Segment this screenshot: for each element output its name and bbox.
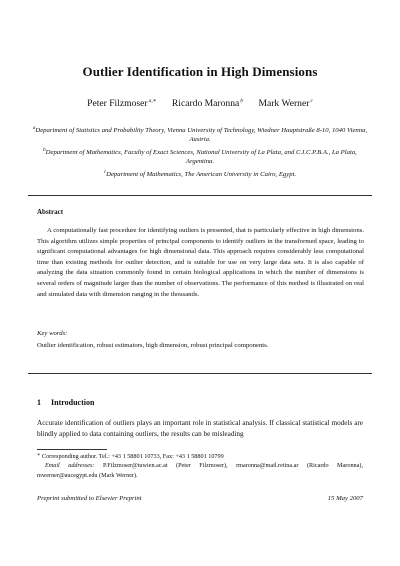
author-1 [87,98,156,109]
section-heading [37,398,94,407]
affiliation-b [30,146,370,166]
footnote [37,451,363,480]
footnote-corresponding [37,451,363,461]
affiliation-mark: c [103,170,107,175]
footnote-email-list: P.Filzmoser@tuwien.ac.at (Peter Filzmoser), rmaronna@mail.retina.ar (Ricardo Maronna), mwerner@aucegypt.edu (Mark Werner). [37,462,363,479]
author-3 [258,98,312,109]
affiliation-mark: b [43,148,46,153]
footer-preprint-note: Preprint submitted to Elsevier Preprint [37,495,142,502]
footnote-emails [37,461,363,480]
affiliation-text: Department of Mathematics, Faculty of Exact Sciences, National University of La Plata, and C.I.C.P.B.A., La Plata, Argentina. [45,149,357,166]
author-2 [172,98,243,109]
affiliation-a [30,124,370,144]
author-list [0,98,400,109]
keywords-label: Key words: [37,330,68,337]
section-title: Introduction [51,398,95,407]
footnote-corresponding-text: Corresponding author. Tel.: +43 1 58801 10733, Fax: +43 1 58801 10799 [41,453,224,460]
abstract-text: A computationally fast procedure for identifying outliers is presented, that is particularly effective in high dimensions. This algorithm utilizes simple properties of principal components to identify outliers in the transformed space, leading to significant computational advantages for high dimensional data. This approach requires considerably less computational time than existing methods for outlier detection, and is suitable for use on very large data sets. It is also capable of analyzing the data situation commonly found in certain biological applications in which the number of dimensions is several orders of magnitude larger than the number of observations. The performance of this method is illustrated on real and simulated data with dimension ranging in the thousands. [37,227,364,298]
author-name: Mark Werner [258,98,310,109]
affiliation-text: Department of Mathematics, The American University in Cairo, Egypt. [106,171,297,178]
abstract-heading: Abstract [37,208,64,216]
intro-paragraph: Accurate identification of outliers plays an important role in statistical analysis. If classical statistical models are blindly applied to data containing outliers, the results can be misleading [37,419,363,438]
section-number: 1 [37,398,41,407]
abstract-bottom-rule [28,373,372,374]
footer-date: 15 May 2007 [327,495,363,502]
abstract-top-rule [28,195,372,196]
author-name: Ricardo Maronna [171,98,240,109]
paper-title: Outlier Identification in High Dimensions [82,64,318,79]
author-mark: c [310,98,313,104]
affiliation-text: Department of Statistics and Probability Theory, Vienna University of Technology, Wiedner Hauptstraße 8-10, 1040 Vienna, Austria. [35,127,368,144]
footnote-mark: ∗ [37,453,41,458]
author-mark: b [240,98,244,104]
author-name: Peter Filzmoser [87,98,148,109]
footnote-email-label: Email addresses: [45,462,95,470]
footnote-rule [37,449,107,450]
affiliation-mark: a [32,126,36,131]
keywords-text: Outlier identification, robust estimators, high dimension, robust principal components. [37,342,269,349]
affiliation-c [30,168,370,179]
author-mark: a,∗ [148,98,157,104]
